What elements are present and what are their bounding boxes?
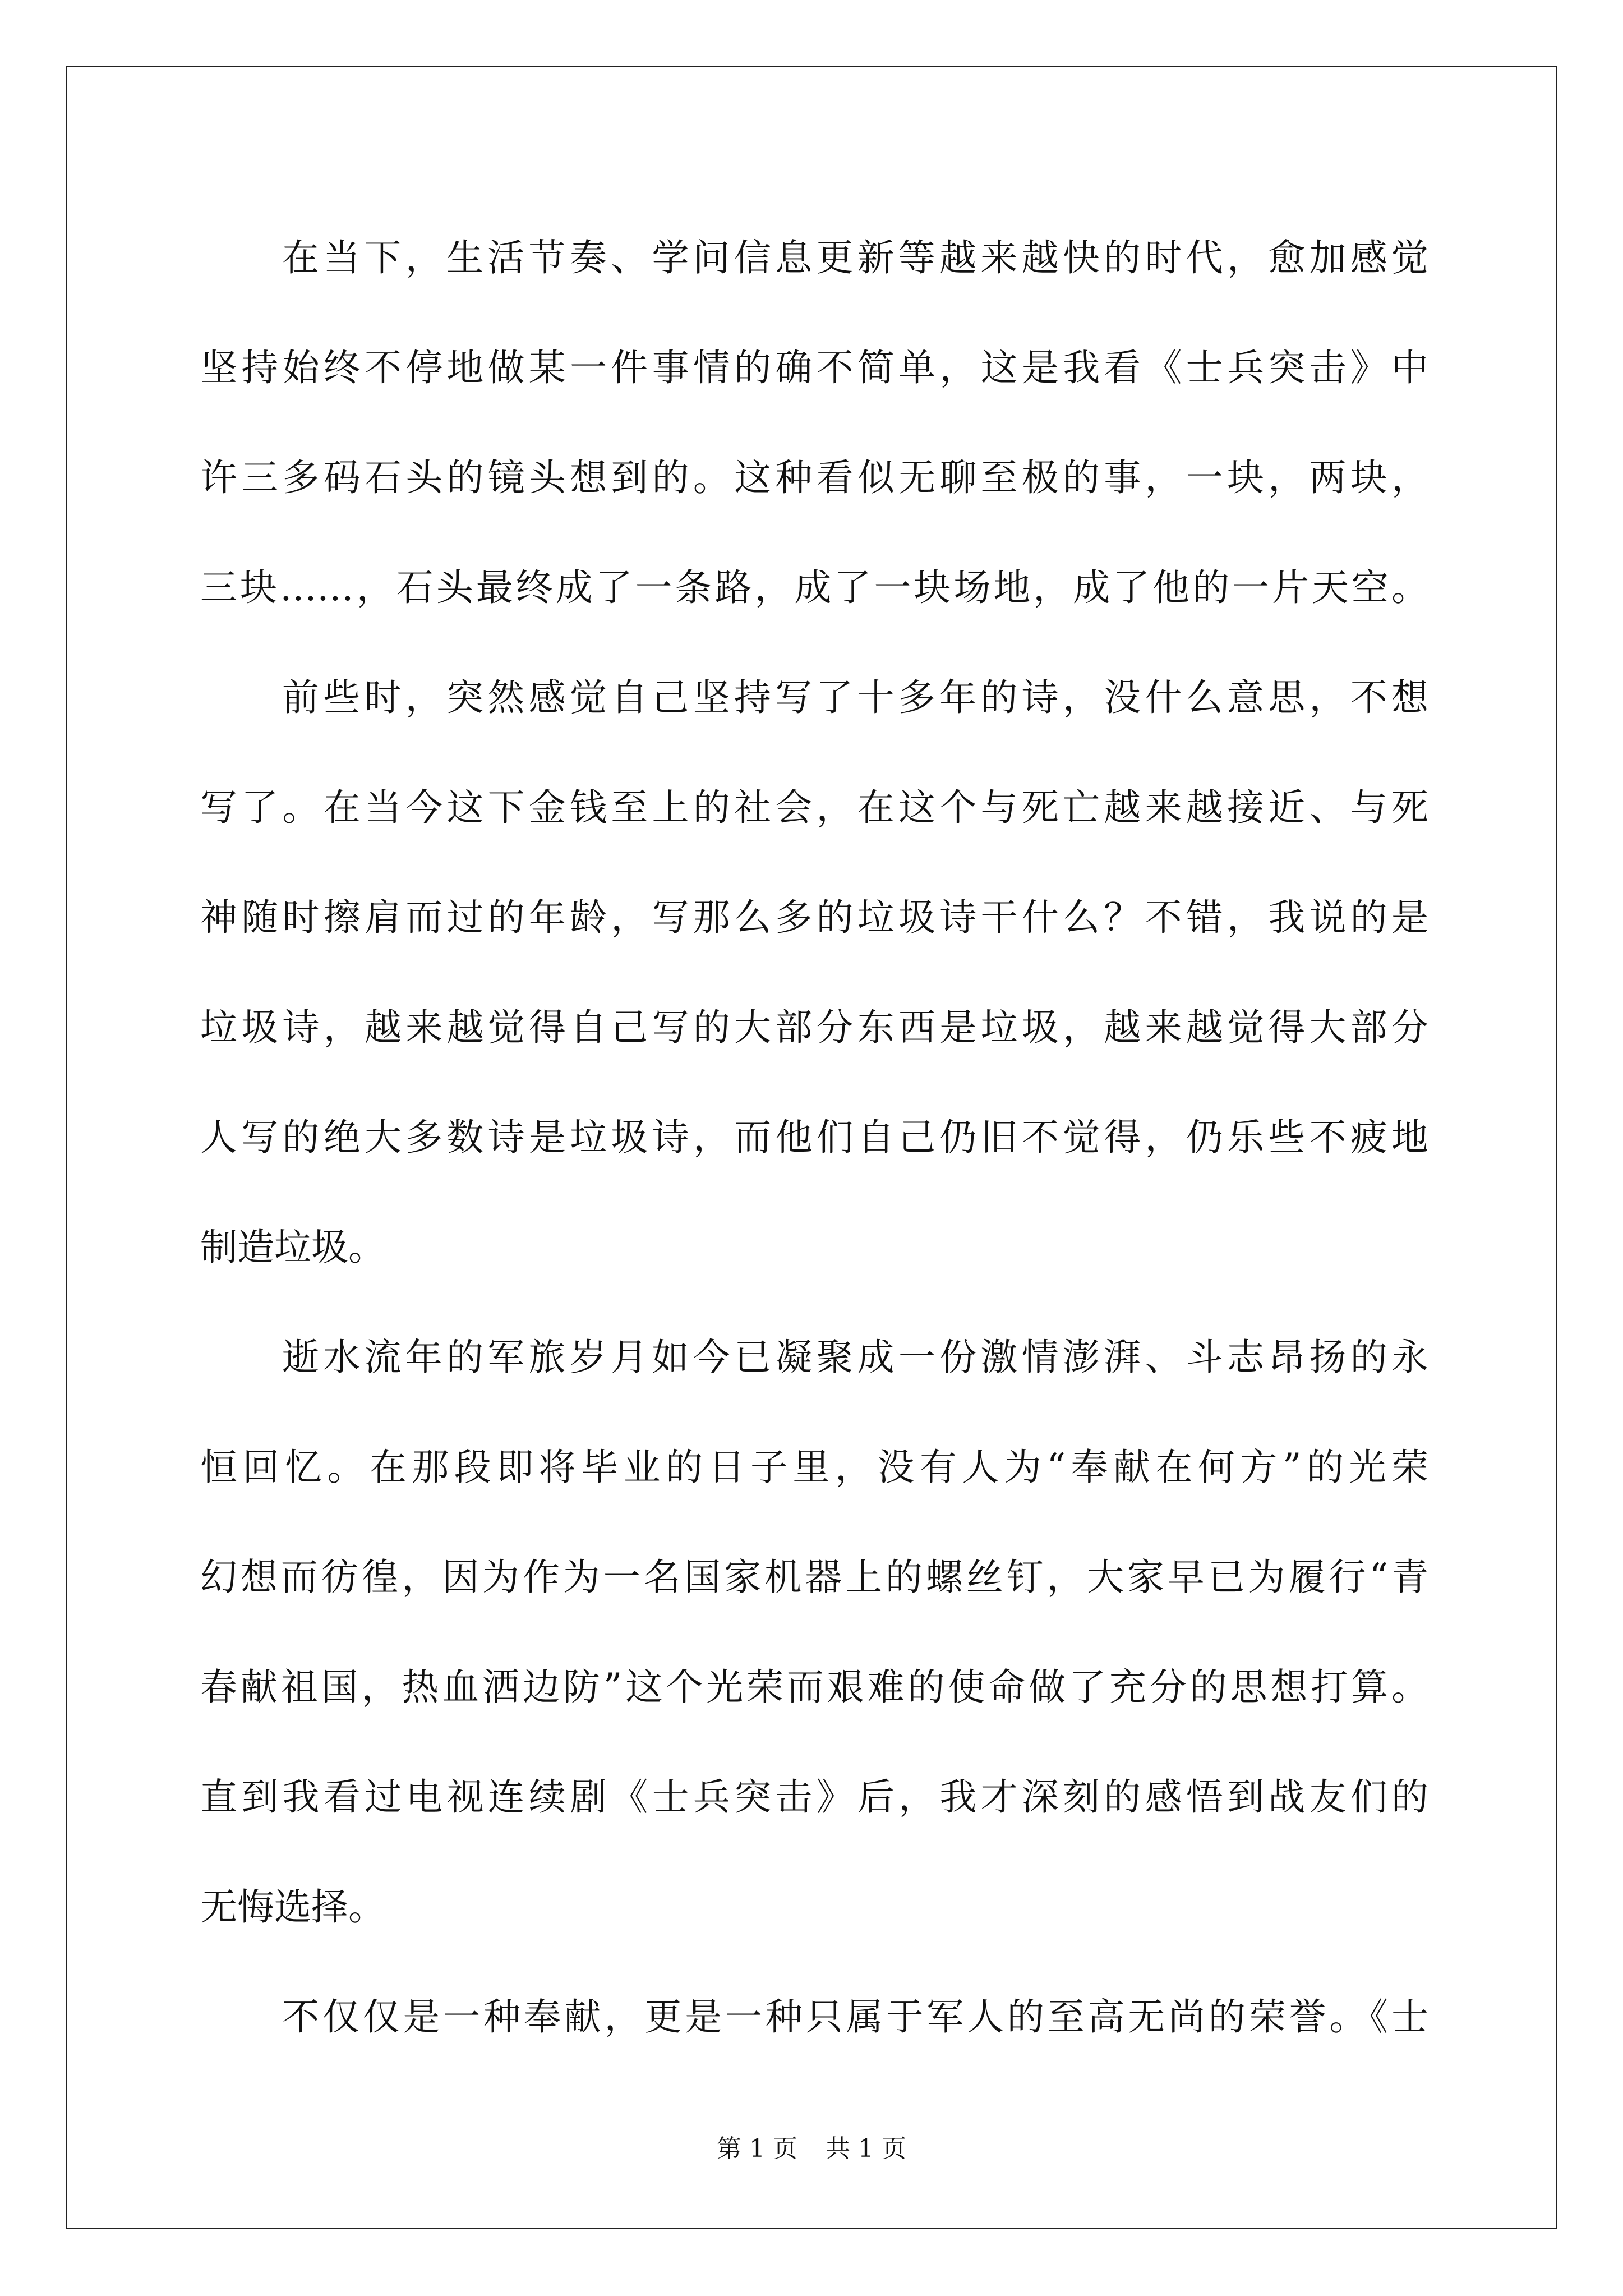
paragraph-2-line-3: 神随时擦肩而过的年龄，写那么多的垃圾诗干什么？不错，我说的是 xyxy=(200,896,1428,939)
page-number-total: 共 1 页 xyxy=(826,2134,906,2163)
paragraph-2-line-6: 制造垃圾。 xyxy=(200,1226,385,1269)
paragraph-1-line-2: 坚持始终不停地做某一件事情的确不简单，这是我看《士兵突击》中 xyxy=(200,346,1428,389)
paragraph-3-line-1: 逝水流年的军旅岁月如今已凝聚成一份激情澎湃、斗志昂扬的永 xyxy=(282,1336,1428,1379)
paragraph-1-line-4: 三块……，石头最终成了一条路，成了一块场地，成了他的一片天空。 xyxy=(200,566,1428,609)
paragraph-2-line-2: 写了。在当今这下金钱至上的社会，在这个与死亡越来越接近、与死 xyxy=(200,786,1428,829)
paragraph-3-line-6: 无悔选择。 xyxy=(200,1885,385,1929)
paragraph-1-line-3: 许三多码石头的镜头想到的。这种看似无聊至极的事，一块，两块， xyxy=(200,456,1428,499)
document-body xyxy=(200,203,1428,2072)
page-number-current: 第 1 页 xyxy=(717,2134,797,2163)
paragraph-3-line-5: 直到我看过电视连续剧《士兵突击》后，我才深刻的感悟到战友们的 xyxy=(200,1775,1428,1819)
paragraph-2-line-5: 人写的绝大多数诗是垃圾诗，而他们自己仍旧不觉得，仍乐些不疲地 xyxy=(200,1116,1428,1159)
paragraph-2-line-4: 垃圾诗，越来越觉得自己写的大部分东西是垃圾，越来越觉得大部分 xyxy=(200,1006,1428,1049)
page-footer xyxy=(0,2132,1623,2166)
paragraph-4-line-1: 不仅仅是一种奉献，更是一种只属于军人的至高无尚的荣誉。《士 xyxy=(282,1995,1428,2039)
paragraph-1-line-1: 在当下，生活节奏、学问信息更新等越来越快的时代，愈加感觉 xyxy=(282,236,1428,279)
paragraph-3-line-3: 幻想而彷徨，因为作为一名国家机器上的螺丝钉，大家早已为履行“青 xyxy=(200,1556,1428,1599)
paragraph-3-line-2: 恒回忆。在那段即将毕业的日子里，没有人为“奉献在何方”的光荣 xyxy=(200,1446,1428,1489)
paragraph-2-line-1: 前些时，突然感觉自己坚持写了十多年的诗，没什么意思，不想 xyxy=(282,676,1428,719)
paragraph-3-line-4: 春献祖国，热血洒边防”这个光荣而艰难的使命做了充分的思想打算。 xyxy=(200,1665,1428,1709)
